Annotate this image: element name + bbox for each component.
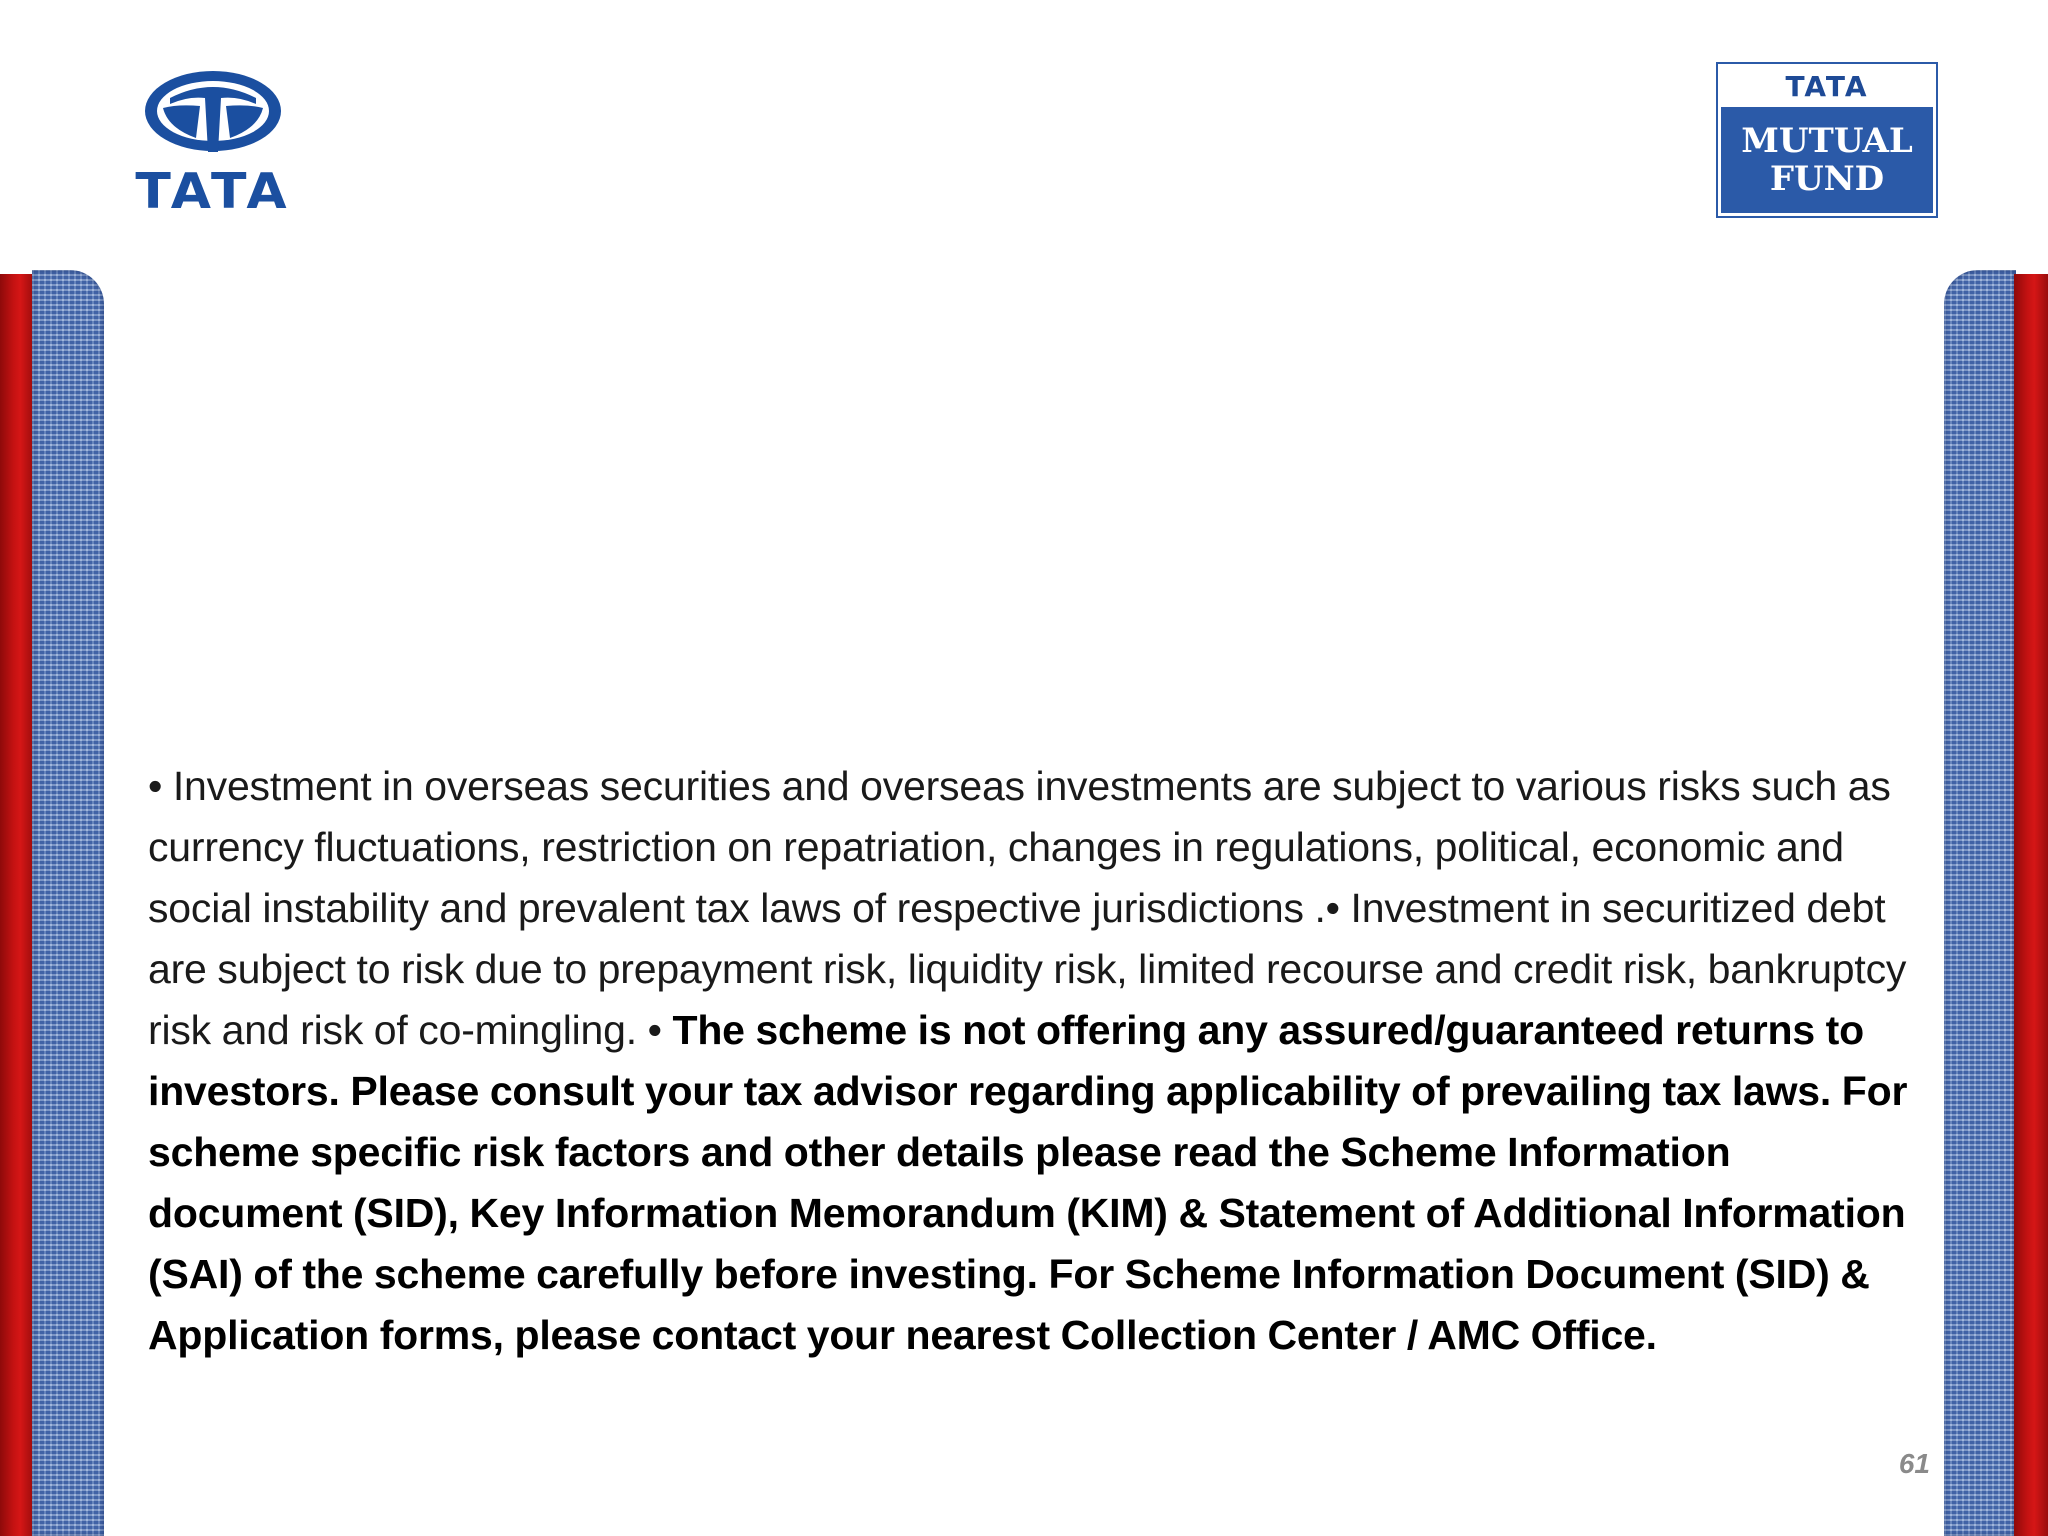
left-red-stripe	[0, 274, 34, 1536]
tmf-logo-panel	[1721, 67, 1933, 213]
tmf-logo-line-mutual: MUTUAL	[1741, 121, 1913, 161]
right-blue-textured-panel	[1944, 270, 2016, 1536]
disclaimer-bold-text: The scheme is not offering any assured/guaranteed returns to investors. Please consult your tax advisor regarding applicability of prevailing tax laws. For scheme specific risk factors and other details please read the Scheme Information document (SID), Key Information Memorandum (KIM) & Statement of Additional Information (SAI) of the scheme carefully before investing. For Scheme Information Document (SID) & Application forms, please contact your nearest Collection Center / AMC Office.	[148, 1007, 1908, 1358]
left-decorative-bar	[0, 270, 104, 1536]
tmf-logo-top-text: TATA	[1721, 67, 1933, 107]
right-decorative-bar	[1944, 270, 2048, 1536]
right-red-stripe	[2014, 274, 2048, 1536]
page-number: 61	[1898, 1448, 1930, 1479]
tmf-logo-body	[1741, 107, 1912, 213]
tmf-logo-line-fund: FUND	[1769, 159, 1885, 199]
tata-logo	[118, 66, 308, 226]
tata-wordmark: TATA	[135, 163, 291, 221]
tata-emblem-icon	[118, 66, 308, 166]
left-blue-textured-panel	[32, 270, 104, 1536]
tata-mutual-fund-logo	[1716, 62, 1938, 218]
risk-disclaimer-paragraph	[148, 756, 1908, 1366]
disclaimer-regular-text: • Investment in overseas securities and overseas investments are subject to various risks such as currency fluctuations, restriction on repatriation, changes in regulations, political, economic and social instability and prevalent tax laws of respective jurisdictions .• Investment in securitized debt are subject to risk due to prepayment risk, liquidity risk, limited recourse and credit risk, bankruptcy risk and risk of co-mingling. •	[148, 763, 1907, 1053]
